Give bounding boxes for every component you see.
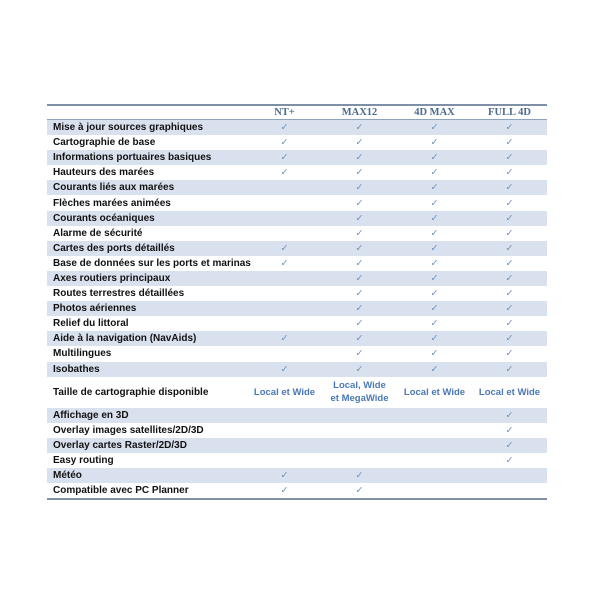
feature-cell <box>322 333 397 344</box>
table-row <box>47 483 547 498</box>
checkmark-icon: ✓ <box>355 470 364 482</box>
checkmark-icon: ✓ <box>280 485 289 497</box>
checkmark-icon: ✓ <box>355 167 364 179</box>
feature-cell <box>397 167 472 178</box>
checkmark-icon: ✓ <box>430 122 439 134</box>
feature-cell <box>322 167 397 178</box>
feature-label: Easy routing <box>53 454 114 466</box>
checkmark-icon: ✓ <box>505 137 514 149</box>
feature-cell <box>397 386 472 399</box>
feature-cell <box>397 243 472 254</box>
checkmark-icon: ✓ <box>430 333 439 345</box>
checkmark-icon: ✓ <box>280 122 289 134</box>
checkmark-icon: ✓ <box>505 333 514 345</box>
feature-cell <box>472 228 547 239</box>
feature-cell <box>472 455 547 466</box>
header-empty-cell <box>47 106 247 119</box>
table-row <box>47 135 547 150</box>
feature-cell <box>322 470 397 481</box>
checkmark-icon: ✓ <box>430 167 439 179</box>
feature-label: Isobathes <box>53 363 100 375</box>
comparison-table <box>47 104 547 500</box>
feature-label: Relief du littoral <box>53 318 129 330</box>
feature-cell <box>322 258 397 269</box>
feature-label: Alarme de sécurité <box>53 227 143 239</box>
feature-cell <box>322 152 397 163</box>
feature-label: Informations portuaires basiques <box>53 152 212 164</box>
feature-cell <box>472 243 547 254</box>
feature-cell <box>472 198 547 209</box>
feature-label: Overlay images satellites/2D/3D <box>53 424 204 436</box>
checkmark-icon: ✓ <box>505 439 514 451</box>
checkmark-icon: ✓ <box>430 363 439 375</box>
feature-cell <box>472 364 547 375</box>
checkmark-icon: ✓ <box>505 363 514 375</box>
feature-cell <box>397 333 472 344</box>
checkmark-icon: ✓ <box>505 424 514 436</box>
table-row <box>47 423 547 438</box>
feature-cell <box>322 348 397 359</box>
feature-cell <box>397 288 472 299</box>
feature-cell <box>247 333 322 344</box>
table-row <box>47 256 547 271</box>
feature-cell <box>472 303 547 314</box>
feature-cell <box>472 425 547 436</box>
checkmark-icon: ✓ <box>355 212 364 224</box>
table-row <box>47 331 547 346</box>
checkmark-icon: ✓ <box>430 303 439 315</box>
feature-cell <box>397 318 472 329</box>
checkmark-icon: ✓ <box>430 212 439 224</box>
feature-cell <box>472 152 547 163</box>
table-row <box>47 316 547 331</box>
checkmark-icon: ✓ <box>505 182 514 194</box>
feature-cell <box>322 485 397 496</box>
checkmark-icon: ✓ <box>355 227 364 239</box>
table-row <box>47 241 547 256</box>
feature-cell <box>472 348 547 359</box>
map-size-value: Local, Wide et MegaWide <box>330 380 389 405</box>
checkmark-icon: ✓ <box>505 409 514 421</box>
checkmark-icon: ✓ <box>430 137 439 149</box>
feature-cell <box>247 243 322 254</box>
feature-cell <box>472 288 547 299</box>
feature-cell <box>397 137 472 148</box>
feature-cell <box>397 348 472 359</box>
feature-cell <box>322 228 397 239</box>
checkmark-icon: ✓ <box>355 485 364 497</box>
feature-cell <box>472 440 547 451</box>
checkmark-icon: ✓ <box>280 470 289 482</box>
feature-label: Overlay cartes Raster/2D/3D <box>53 439 187 451</box>
feature-cell <box>397 182 472 193</box>
checkmark-icon: ✓ <box>355 333 364 345</box>
feature-cell <box>322 273 397 284</box>
feature-cell <box>247 485 322 496</box>
checkmark-icon: ✓ <box>430 227 439 239</box>
feature-cell <box>472 213 547 224</box>
feature-cell <box>322 137 397 148</box>
feature-cell <box>247 364 322 375</box>
feature-cell <box>397 258 472 269</box>
checkmark-icon: ✓ <box>505 122 514 134</box>
feature-label: Aide à la navigation (NavAids) <box>53 333 197 345</box>
table-row <box>47 271 547 286</box>
feature-cell <box>247 167 322 178</box>
feature-label: Cartographie de base <box>53 137 156 149</box>
feature-label: Cartes des ports détaillés <box>53 242 175 254</box>
feature-cell <box>247 386 322 399</box>
feature-label: Courants océaniques <box>53 212 155 224</box>
feature-cell <box>322 122 397 133</box>
feature-cell <box>247 470 322 481</box>
feature-cell <box>247 137 322 148</box>
feature-label: Mise à jour sources graphiques <box>53 122 204 134</box>
checkmark-icon: ✓ <box>430 152 439 164</box>
table-row <box>47 211 547 226</box>
feature-label: Météo <box>53 470 82 482</box>
checkmark-icon: ✓ <box>505 454 514 466</box>
table-row <box>47 438 547 453</box>
checkmark-icon: ✓ <box>505 272 514 284</box>
feature-cell <box>472 122 547 133</box>
table-row <box>47 165 547 180</box>
feature-cell <box>472 182 547 193</box>
feature-label: Flèches marées animées <box>53 197 171 209</box>
checkmark-icon: ✓ <box>355 197 364 209</box>
checkmark-icon: ✓ <box>280 257 289 269</box>
table-row <box>47 362 547 377</box>
checkmark-icon: ✓ <box>355 257 364 269</box>
feature-cell <box>397 364 472 375</box>
feature-label: Axes routiers principaux <box>53 272 171 284</box>
table-header <box>47 106 547 120</box>
checkmark-icon: ✓ <box>280 152 289 164</box>
checkmark-icon: ✓ <box>505 318 514 330</box>
feature-cell <box>322 303 397 314</box>
checkmark-icon: ✓ <box>430 257 439 269</box>
checkmark-icon: ✓ <box>280 333 289 345</box>
feature-cell <box>322 213 397 224</box>
table-row <box>47 301 547 316</box>
checkmark-icon: ✓ <box>355 363 364 375</box>
feature-cell <box>322 198 397 209</box>
checkmark-icon: ✓ <box>430 242 439 254</box>
feature-label: Base de données sur les ports et marinas <box>53 257 251 269</box>
feature-cell <box>472 386 547 399</box>
feature-cell <box>247 258 322 269</box>
table-row <box>47 408 547 423</box>
feature-cell <box>472 167 547 178</box>
checkmark-icon: ✓ <box>280 242 289 254</box>
checkmark-icon: ✓ <box>430 318 439 330</box>
checkmark-icon: ✓ <box>355 137 364 149</box>
feature-cell <box>247 152 322 163</box>
feature-cell <box>472 137 547 148</box>
checkmark-icon: ✓ <box>505 348 514 360</box>
checkmark-icon: ✓ <box>355 242 364 254</box>
feature-cell <box>472 258 547 269</box>
feature-cell <box>322 182 397 193</box>
feature-label: Courants liés aux marées <box>53 182 175 194</box>
checkmark-icon: ✓ <box>505 242 514 254</box>
checkmark-icon: ✓ <box>355 182 364 194</box>
checkmark-icon: ✓ <box>505 257 514 269</box>
feature-label: Affichage en 3D <box>53 409 129 421</box>
table-row <box>47 150 547 165</box>
feature-cell <box>472 333 547 344</box>
checkmark-icon: ✓ <box>505 212 514 224</box>
checkmark-icon: ✓ <box>355 152 364 164</box>
feature-cell <box>397 213 472 224</box>
checkmark-icon: ✓ <box>355 122 364 134</box>
checkmark-icon: ✓ <box>430 272 439 284</box>
map-size-value: Local et Wide <box>478 386 541 398</box>
map-size-value: Local et Wide <box>253 386 316 398</box>
checkmark-icon: ✓ <box>505 227 514 239</box>
table-row <box>47 346 547 361</box>
table-row <box>47 377 547 408</box>
header-4d-max: 4D MAX <box>414 107 455 118</box>
feature-cell <box>397 152 472 163</box>
table-row <box>47 226 547 241</box>
checkmark-icon: ✓ <box>355 348 364 360</box>
table-row <box>47 286 547 301</box>
header-max12: MAX12 <box>341 107 378 118</box>
checkmark-icon: ✓ <box>280 167 289 179</box>
feature-label: Taille de cartographie disponible <box>53 386 209 398</box>
table-row <box>47 468 547 483</box>
feature-cell <box>322 318 397 329</box>
feature-cell <box>322 379 397 405</box>
checkmark-icon: ✓ <box>505 167 514 179</box>
checkmark-icon: ✓ <box>355 303 364 315</box>
table-row <box>47 120 547 135</box>
feature-cell <box>397 273 472 284</box>
checkmark-icon: ✓ <box>430 197 439 209</box>
feature-cell <box>322 364 397 375</box>
checkmark-icon: ✓ <box>505 152 514 164</box>
checkmark-icon: ✓ <box>355 318 364 330</box>
table-row <box>47 180 547 195</box>
checkmark-icon: ✓ <box>355 288 364 300</box>
checkmark-icon: ✓ <box>430 288 439 300</box>
feature-label: Multilingues <box>53 348 112 360</box>
feature-cell <box>397 198 472 209</box>
table-body <box>47 120 547 498</box>
feature-cell <box>472 318 547 329</box>
map-size-value: Local et Wide <box>403 386 466 398</box>
checkmark-icon: ✓ <box>505 303 514 315</box>
feature-cell <box>397 122 472 133</box>
header-full-4d: FULL 4D <box>488 107 531 118</box>
checkmark-icon: ✓ <box>355 272 364 284</box>
feature-cell <box>322 288 397 299</box>
checkmark-icon: ✓ <box>505 197 514 209</box>
feature-label: Routes terrestres détaillées <box>53 288 185 300</box>
feature-cell <box>397 228 472 239</box>
feature-label: Hauteurs des marées <box>53 167 155 179</box>
feature-label: Photos aériennes <box>53 303 137 315</box>
feature-label: Compatible avec PC Planner <box>53 485 189 497</box>
table-row <box>47 453 547 468</box>
checkmark-icon: ✓ <box>280 363 289 375</box>
feature-cell <box>397 303 472 314</box>
checkmark-icon: ✓ <box>505 288 514 300</box>
header-nt-plus: NT+ <box>274 107 295 118</box>
table-row <box>47 195 547 210</box>
feature-cell <box>472 273 547 284</box>
checkmark-icon: ✓ <box>280 137 289 149</box>
checkmark-icon: ✓ <box>430 182 439 194</box>
feature-cell <box>322 243 397 254</box>
checkmark-icon: ✓ <box>430 348 439 360</box>
feature-cell <box>472 410 547 421</box>
feature-cell <box>247 122 322 133</box>
